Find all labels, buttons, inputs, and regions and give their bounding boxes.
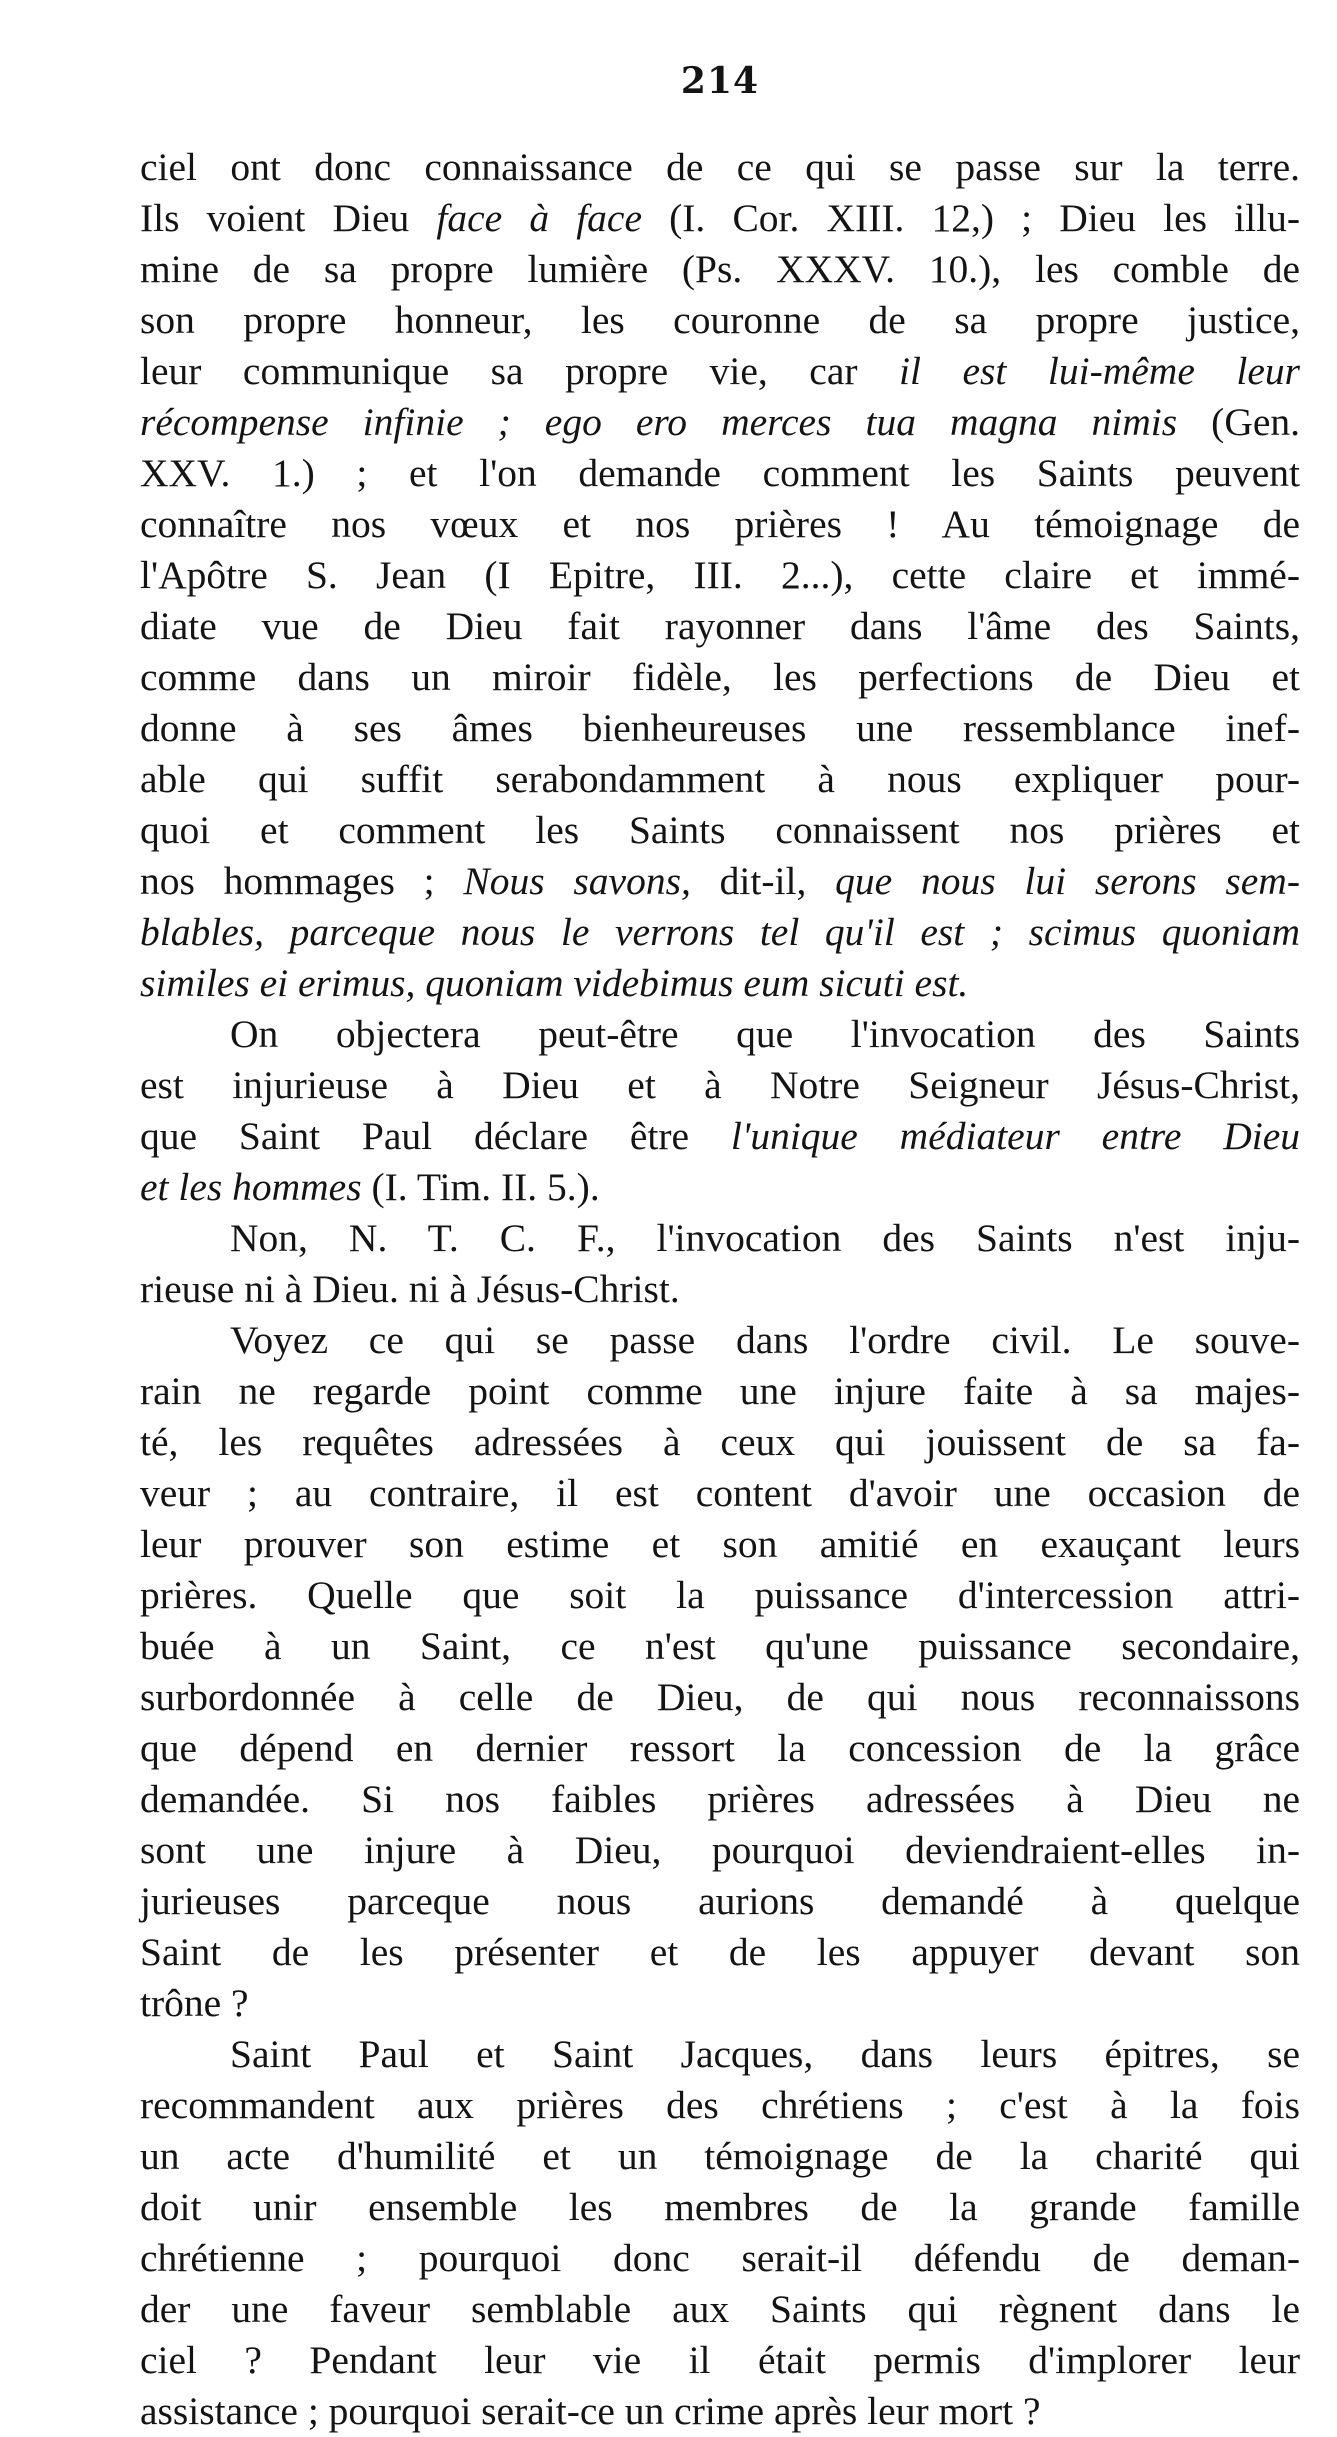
italic-text: que nous lui serons sem- xyxy=(835,859,1300,903)
text-segment: Saint de les présenter et de les appuyer devant son xyxy=(140,1930,1300,1974)
text-segment: donne à ses âmes bienheureuses une ressemblance inef- xyxy=(140,706,1300,750)
text-segment: Saint Paul et Saint Jacques, dans leurs épitres, se xyxy=(230,2032,1300,2076)
italic-text: similes ei erimus, quoniam videbimus eum sicuti est. xyxy=(140,961,969,1005)
text-segment: connaître nos vœux et nos prières ! Au témoignage de xyxy=(140,502,1300,546)
text-line xyxy=(140,2182,1300,2233)
text-line xyxy=(140,499,1300,550)
text-line xyxy=(140,397,1300,448)
text-line xyxy=(140,244,1300,295)
text-line xyxy=(140,295,1300,346)
text-segment: comme dans un miroir fidèle, les perfections de Dieu et xyxy=(140,655,1300,699)
text-line xyxy=(140,1927,1300,1978)
text-segment: (I. Tim. II. 5.). xyxy=(361,1165,600,1209)
text-line xyxy=(140,1366,1300,1417)
text-line xyxy=(140,1264,1300,1315)
text-segment: mine de sa propre lumière (Ps. XXXV. 10.), les comble de xyxy=(140,247,1300,291)
text-segment: veur ; au contraire, il est content d'avoir une occasion de xyxy=(140,1471,1300,1515)
text-line xyxy=(140,1621,1300,1672)
text-segment: diate vue de Dieu fait rayonner dans l'âme des Saints, xyxy=(140,604,1300,648)
text-line xyxy=(140,2029,1300,2080)
text-segment: trône ? xyxy=(140,1981,249,2025)
text-line xyxy=(140,1417,1300,1468)
text-segment: ciel ont donc connaissance de ce qui se passe sur la terre. xyxy=(140,145,1300,189)
text-line xyxy=(140,1315,1300,1366)
text-line xyxy=(140,2131,1300,2182)
text-line xyxy=(140,2080,1300,2131)
text-line xyxy=(140,2386,1300,2437)
text-segment: (I. Cor. XIII. 12,) ; Dieu les illu- xyxy=(642,196,1301,240)
italic-text: récompense infinie ; ego ero merces tua magna nimis xyxy=(140,400,1178,444)
text-segment: est injurieuse à Dieu et à Notre Seigneur Jésus-Christ, xyxy=(140,1063,1300,1107)
text-segment: ciel ? Pendant leur vie il était permis d'implorer leur xyxy=(140,2338,1300,2382)
text-line xyxy=(140,1774,1300,1825)
text-segment: chrétienne ; pourquoi donc serait-il défendu de deman- xyxy=(140,2236,1300,2280)
text-line xyxy=(140,907,1300,958)
italic-text: l'unique médiateur entre Dieu xyxy=(730,1114,1300,1158)
text-segment: Voyez ce qui se passe dans l'ordre civil. Le souve- xyxy=(230,1318,1300,1362)
text-segment: rain ne regarde point comme une injure faite à sa majes- xyxy=(140,1369,1300,1413)
text-segment: leur communique sa propre vie, car xyxy=(140,349,900,393)
page-number: 214 xyxy=(680,60,760,102)
italic-text: et les hommes xyxy=(140,1165,362,1209)
italic-text: Nous savons, xyxy=(463,859,691,903)
text-segment: surbordonnée à celle de Dieu, de qui nous reconnaissons xyxy=(140,1675,1300,1719)
text-line xyxy=(140,1723,1300,1774)
text-line xyxy=(140,346,1300,397)
text-segment: On objectera peut-être que l'invocation des Saints xyxy=(230,1012,1300,1056)
text-segment: dit-il, xyxy=(690,859,836,903)
text-line xyxy=(140,805,1300,856)
text-segment: té, les requêtes adressées à ceux qui jouissent de sa fa- xyxy=(140,1420,1300,1464)
text-line xyxy=(140,142,1300,193)
text-line xyxy=(140,1060,1300,1111)
text-segment: son propre honneur, les couronne de sa propre justice, xyxy=(140,298,1300,342)
text-line xyxy=(140,856,1300,907)
text-line xyxy=(140,1162,1300,1213)
text-segment: recommandent aux prières des chrétiens ; c'est à la fois xyxy=(140,2083,1300,2127)
text-line xyxy=(140,1009,1300,1060)
text-line xyxy=(140,448,1300,499)
text-segment: nos hommages ; xyxy=(140,859,464,903)
text-segment: doit unir ensemble les membres de la grande famille xyxy=(140,2185,1300,2229)
text-line xyxy=(140,1519,1300,1570)
text-line xyxy=(140,703,1300,754)
text-line xyxy=(140,958,1300,1009)
text-segment: l'Apôtre S. Jean (I Epitre, III. 2...), cette claire et immé- xyxy=(140,553,1300,597)
text-segment: prières. Quelle que soit la puissance d'intercession attri- xyxy=(140,1573,1300,1617)
body-text xyxy=(140,142,1300,2437)
text-line xyxy=(140,1825,1300,1876)
text-line xyxy=(140,1468,1300,1519)
text-line xyxy=(140,1570,1300,1621)
book-page xyxy=(140,60,1300,2437)
italic-text: il est lui-même leur xyxy=(899,349,1300,393)
text-segment: que dépend en dernier ressort la concession de la grâce xyxy=(140,1726,1300,1770)
text-segment: rieuse ni à Dieu. ni à Jésus-Christ. xyxy=(140,1267,680,1311)
text-line xyxy=(140,193,1300,244)
text-segment: assistance ; pourquoi serait-ce un crime après leur mort ? xyxy=(140,2389,1041,2433)
text-segment: demandée. Si nos faibles prières adressées à Dieu ne xyxy=(140,1777,1300,1821)
text-segment: Ils voient Dieu xyxy=(140,196,437,240)
text-line xyxy=(140,1672,1300,1723)
text-segment: leur prouver son estime et son amitié en exauçant leurs xyxy=(140,1522,1300,1566)
text-line xyxy=(140,652,1300,703)
italic-text: face à face xyxy=(436,196,642,240)
text-segment: jurieuses parceque nous aurions demandé à quelque xyxy=(140,1879,1300,1923)
text-line xyxy=(140,1876,1300,1927)
text-line xyxy=(140,550,1300,601)
text-segment: Non, N. T. C. F., l'invocation des Saints n'est inju- xyxy=(230,1216,1300,1260)
text-line xyxy=(140,1978,1300,2029)
text-line xyxy=(140,1111,1300,1162)
text-segment: able qui suffit serabondamment à nous expliquer pour- xyxy=(140,757,1300,801)
text-line xyxy=(140,2335,1300,2386)
text-line xyxy=(140,754,1300,805)
text-line xyxy=(140,601,1300,652)
text-segment: quoi et comment les Saints connaissent nos prières et xyxy=(140,808,1300,852)
text-segment: un acte d'humilité et un témoignage de la charité qui xyxy=(140,2134,1300,2178)
text-segment: (Gen. xyxy=(1177,400,1300,444)
italic-text: blables, parceque nous le verrons tel qu'il est ; scimus quoniam xyxy=(140,910,1300,954)
text-line xyxy=(140,1213,1300,1264)
text-segment: que Saint Paul déclare être xyxy=(140,1114,731,1158)
text-line xyxy=(140,2284,1300,2335)
text-segment: sont une injure à Dieu, pourquoi deviendraient-elles in- xyxy=(140,1828,1300,1872)
text-segment: buée à un Saint, ce n'est qu'une puissance secondaire, xyxy=(140,1624,1300,1668)
text-segment: XXV. 1.) ; et l'on demande comment les Saints peuvent xyxy=(140,451,1300,495)
text-segment: der une faveur semblable aux Saints qui règnent dans le xyxy=(140,2287,1300,2331)
text-line xyxy=(140,2233,1300,2284)
